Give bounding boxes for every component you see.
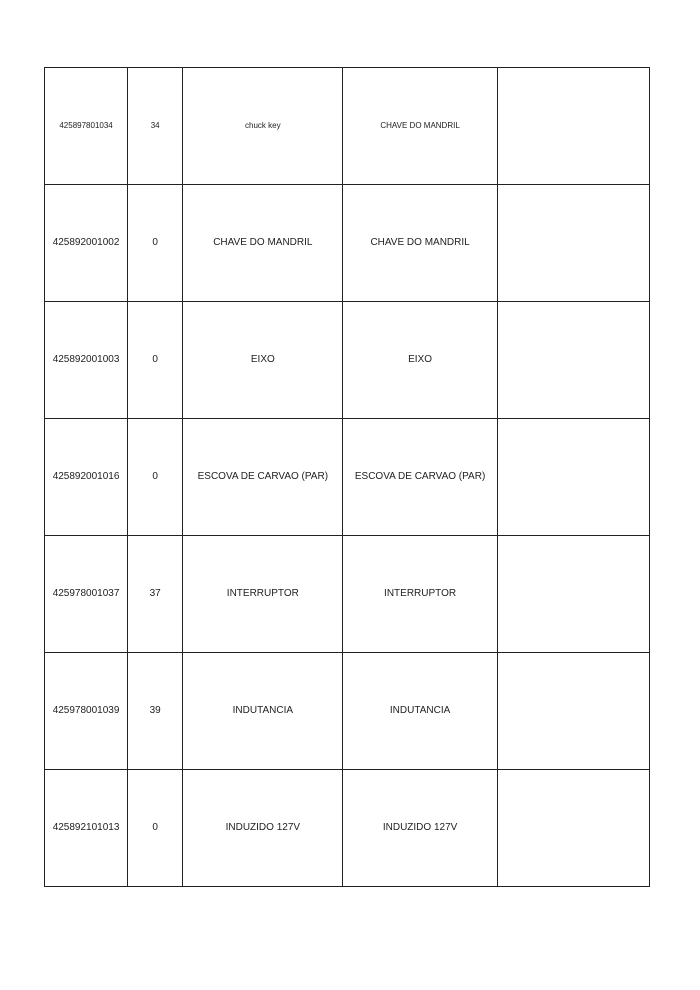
- notes-cell: [497, 68, 649, 185]
- quantity-cell: 0: [128, 770, 183, 887]
- parts-table: [44, 67, 650, 887]
- description-cell: ESCOVA DE CARVAO (PAR): [183, 419, 343, 536]
- part-code-cell: 425892001002: [45, 185, 128, 302]
- notes-cell: [497, 302, 649, 419]
- notes-cell: [497, 185, 649, 302]
- description-cell: INTERRUPTOR: [183, 536, 343, 653]
- description-pt-cell: CHAVE DO MANDRIL: [343, 185, 497, 302]
- part-code-cell: 425978001037: [45, 536, 128, 653]
- description-pt-cell: ESCOVA DE CARVAO (PAR): [343, 419, 497, 536]
- description-pt-cell: CHAVE DO MANDRIL: [343, 68, 497, 185]
- table-row: [45, 419, 650, 536]
- quantity-cell: 0: [128, 419, 183, 536]
- description-pt-cell: INDUTANCIA: [343, 653, 497, 770]
- part-code-cell: 425892001016: [45, 419, 128, 536]
- notes-cell: [497, 419, 649, 536]
- notes-cell: [497, 653, 649, 770]
- part-code-cell: 425978001039: [45, 653, 128, 770]
- description-pt-cell: INDUZIDO 127V: [343, 770, 497, 887]
- description-cell: EIXO: [183, 302, 343, 419]
- quantity-cell: 34: [128, 68, 183, 185]
- part-code-cell: 425892001003: [45, 302, 128, 419]
- table-row: [45, 185, 650, 302]
- notes-cell: [497, 770, 649, 887]
- quantity-cell: 0: [128, 302, 183, 419]
- table-row: [45, 770, 650, 887]
- table-row: [45, 68, 650, 185]
- part-code-cell: 425892101013: [45, 770, 128, 887]
- part-code-cell: 425897801034: [45, 68, 128, 185]
- table-row: [45, 653, 650, 770]
- quantity-cell: 39: [128, 653, 183, 770]
- notes-cell: [497, 536, 649, 653]
- description-pt-cell: EIXO: [343, 302, 497, 419]
- quantity-cell: 0: [128, 185, 183, 302]
- description-cell: CHAVE DO MANDRIL: [183, 185, 343, 302]
- table-row: [45, 302, 650, 419]
- description-cell: INDUZIDO 127V: [183, 770, 343, 887]
- description-pt-cell: INTERRUPTOR: [343, 536, 497, 653]
- description-cell: chuck key: [183, 68, 343, 185]
- description-cell: INDUTANCIA: [183, 653, 343, 770]
- quantity-cell: 37: [128, 536, 183, 653]
- table-row: [45, 536, 650, 653]
